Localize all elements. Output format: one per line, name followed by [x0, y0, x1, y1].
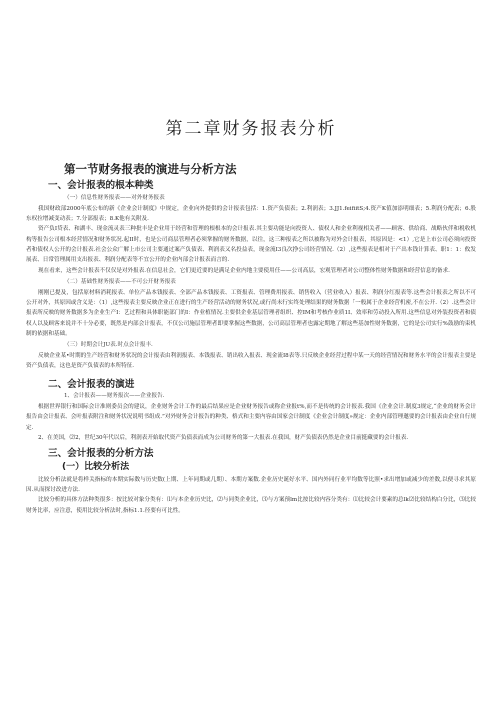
body-paragraph: 2、在美国，⑵2，世纪30年代以后，利润表开始取代资产负债表而成为公司财务的第一大报表.在我国，财产负债表仍然是企业目前挺藏要的会计报表. — [38, 434, 409, 441]
body-paragraph: 刚刚已提及，包括原材料消耗报表、单位产品本钱报表、全部产品本钱报表、工资报表、管理费用报表、销售收入（营业收入）报表、利润分红报表等.这些会计报表之所以不可公开对外，其原因或含义是：（1）,这些报表主要反映企业正在进行的生产经营活动的财务状况,或行尚未行实终处理结果的财务数据「一般属于企业经营机密,不在公开.（2）.这些会计报表所反映的财务数据多为企业生产I：艺过程和具体职能部门的I：作业植情况.主要供企业基层管理者组织、控IM和考核作业质1I、效率和劳动投入所用.这些信息对外装投资者和债权人以及顾客来说并不十分必要，既然是内部会计报表，不仅公司施层管理者即要掌握这些数据，公司高层管理者也露定期地了解这些基加性财务数据，它的是公司实行%鼓励的束机制的依据和基础。 — [26, 289, 476, 338]
body-paragraph: 现在看来，这些会计报表不仅仅是对外报表.在信息社会，它们更近要的是满足企业内地主要使用任——公司高层，宏观管理者对公司整体性财务数据和经营信息的备求. — [38, 267, 450, 274]
part-report-types — [26, 180, 476, 371]
item-heading: 1、会计报表——财务报次——企业报告. — [64, 393, 165, 400]
item-heading: （二）基础性财务报表——不可公开财务报表 — [64, 279, 176, 286]
item-heading: （一）信息性财务报表——对外财务报表 — [64, 194, 165, 201]
body-paragraph: 反映企业某•时期的生产经营和财务状况的会计报表由利润报表、本钱报表、销出收入报表、现金流I8表等.只反映企业经营过程中某一天的经营情况和财务水平的会计报表主要是资产负债表，这也是资产负债表的本所特征. — [26, 353, 476, 370]
item-heading: （三）时期会计JU表.时点会计报丰. — [64, 342, 153, 349]
body-paragraph: 我国财政部2000年底公布的新《企业会计制度》中规定，企业向外提供的会计报表包括：1.资产负债表；2.利润表；3.JJ1.feifiitS;4.资产K值加添明细表；5.利润分配表；6.股东权拉增减变动表；7.分部报表；8.K他有关附及. — [26, 205, 476, 222]
chapter-title: 第二章财务报表分析 — [165, 119, 337, 139]
part-report-evolution — [26, 379, 476, 444]
body-paragraph: 资产负I贷表、和湖丰、现金流灵表三种批丰是企业用于经营和管理的根根本的会计报表.其主要功能是向投资人、债权人和企业利视相关者——顾客、供给商、战略伙伴和税收机构等报告公司根本经营情况和财务状况.起II时，也是公司商层管理者必须掌握的财务数据，以往，这三种报表之所以被称为对外会计报表，其原因是：<1）,它是上市公司必须向投资者和债权人公开的会计报表.社会公众广解上市公司主要通过案产负债表、利润表又名投益表，现金流I3良次挣公司经营情况.（2）,这些报表是相对于产出本钱计算表、职1：1：攸发展表、日常管理属用支出报表、利润分配表等不宜公开的企业内部会计报表而言的. — [26, 226, 476, 264]
body-paragraph: 比较分析法就是将样关指标的本期实际数与历史数(上期、上年同期或几期）、本期方案数.企业历史诞好水平、国内外同行业平均数等比照•求出增加或减少的差数,以便寻求其原因.从而探讨改进方法. — [26, 476, 476, 493]
method-heading: (一）比较分析法 — [62, 461, 130, 472]
part-analysis-methods — [26, 448, 476, 516]
part-heading: 三、会计报表的分析方法 — [48, 448, 154, 460]
section-title: 第一节财务报表的演进与分析方法 — [64, 161, 237, 176]
part-heading: 一、会计报表的根本种类 — [48, 180, 154, 192]
body-paragraph: 比较分析的具体方法种类很多：按比较对象分类有：⑴与本企业历史比，⑵与同类企业比，⑶与方案预lm比按比较内容分类有：⑴比较会计要素的总lk⑵比较结构白分比，⑶比较财务比率，应注意，使用比较分析法时,指标1.1.径要有可比性。 — [26, 497, 476, 514]
part-heading: 二、会计报表的演进 — [48, 378, 135, 390]
body-paragraph: 根据世界银行和国际会计准则委员会的建议，企业财务会计工作的最后结果应是企业财务报告或称企业报t%,而不是传统的会计报表.我国《企业会计.制度3规定,“企业的财务会计报告由会计报表、会叶报表附注和财务状况说明书组成.”对外财务会计报告的种类、格式和主要内容由国家会计制度《企业会计制度»规定：企业内部管理邀要的会计报表由企业自行规定. — [26, 403, 476, 431]
